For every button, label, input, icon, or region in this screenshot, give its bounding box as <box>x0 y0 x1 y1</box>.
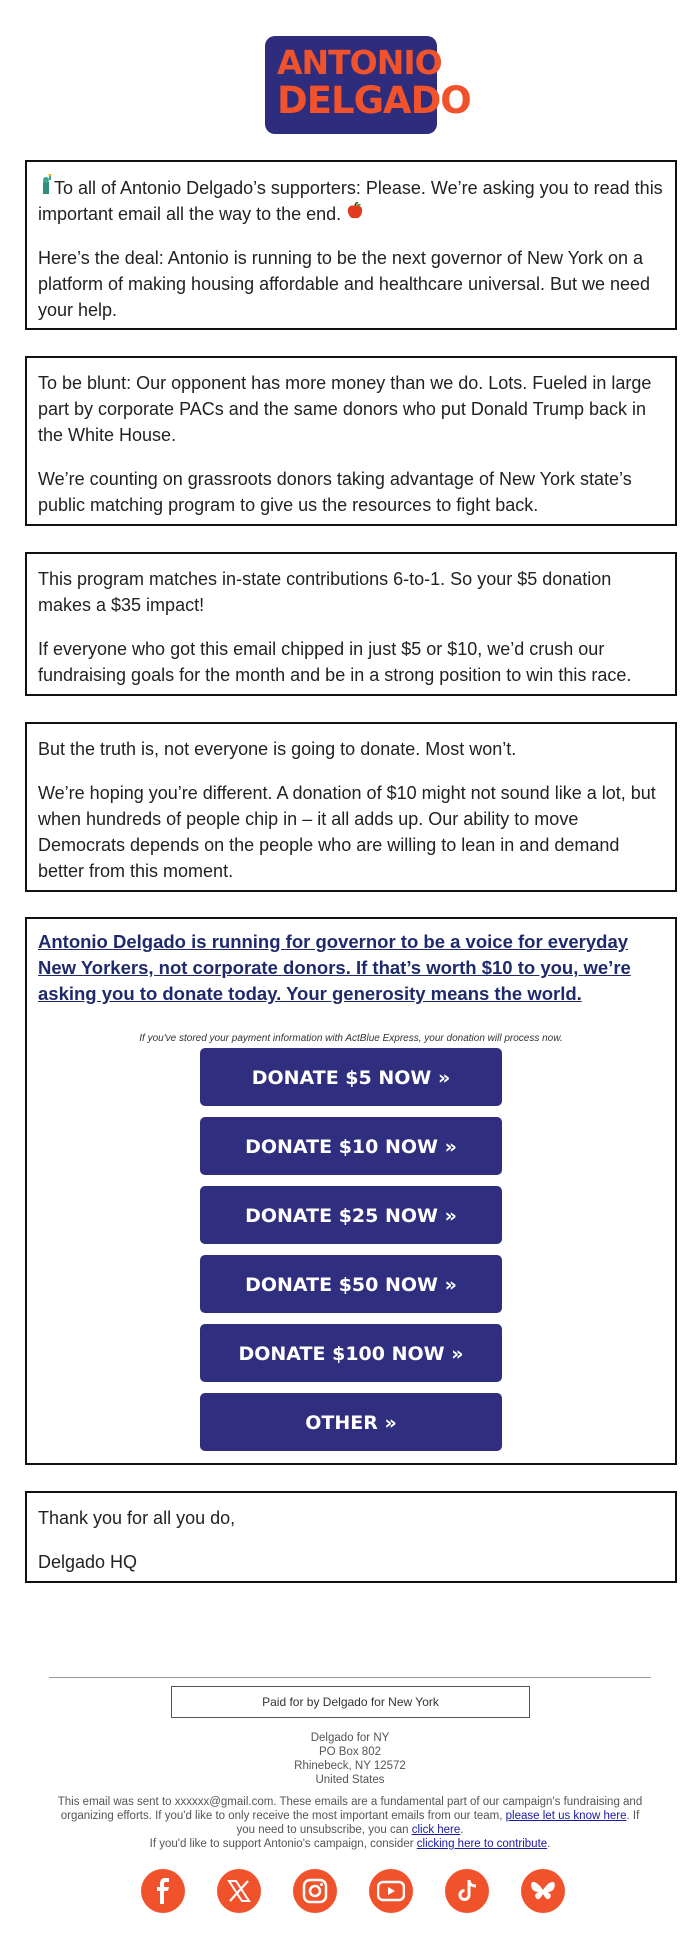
logo-for: FOR <box>445 46 472 59</box>
bluesky-icon[interactable] <box>521 1869 565 1913</box>
appeal-box <box>25 722 677 892</box>
matching-paragraph-1: This program matches in-state contributions 6-to-1. So your $5 donation makes a $35 impact! <box>38 569 612 615</box>
intro-box <box>25 160 677 330</box>
x-icon[interactable] <box>217 1869 261 1913</box>
logo-last-name: DELGADO <box>277 79 471 122</box>
tiktok-icon[interactable] <box>445 1869 489 1913</box>
matching-paragraph-2: If everyone who got this email chipped in just $5 or $10, we’d crush our fundraising goals for the month and be in a strong position to win this race. <box>38 639 632 685</box>
opponent-box <box>25 356 677 526</box>
closing-box <box>25 1491 677 1583</box>
instagram-icon[interactable] <box>293 1869 337 1913</box>
campaign-logo <box>265 36 481 134</box>
donate-cta-link[interactable]: Antonio Delgado is running for governor to be a voice for everyday New Yorkers, not corporate donors. If that’s worth $10 to you, we’re asking you to donate today. Your generosity means the world. <box>38 931 631 1004</box>
opponent-paragraph-2: We’re counting on grassroots donors taking advantage of New York state’s public matching program to give us the resources to fight back. <box>38 469 632 515</box>
mailing-address: Delgado for NY PO Box 802 Rhinebeck, NY 12572 United States <box>294 1732 406 1786</box>
paid-for-disclaimer: Paid for by Delgado for New York <box>171 1686 530 1718</box>
appeal-paragraph-2: We’re hoping you’re different. A donation of $10 might not sound like a lot, but when hundreds of people chip in – it all adds up. Our ability to move Democrats depends on the people who are willing to lean in and demand better from this moment. <box>38 783 656 881</box>
footer-fine-print: This email was sent to xxxxxx@gmail.com. These emails are a fundamental part of our campaign's fundraising and organizing efforts. If you'd like to only receive the most important emails from our team, please let us know here. If you need to unsubscribe, you can click here. If you'd like to support Antonio's campaign, consider clicking here to contribute. <box>57 1796 643 1850</box>
opponent-paragraph-1: To be blunt: Our opponent has more money than we do. Lots. Fueled in large part by corporate PACs and the same donors who put Donald Trump back in the White House. <box>38 373 652 445</box>
closing-thanks: Thank you for all you do, <box>38 1508 236 1528</box>
statue-of-liberty-icon <box>38 174 54 201</box>
intro-paragraph-2: Here’s the deal: Antonio is running to be the next governor of New York on a platform of making housing affordable and healthcare universal. But we need your help. <box>38 248 651 320</box>
contribute-link[interactable]: clicking here to contribute <box>416 1838 548 1850</box>
logo-first-name: ANTONIO <box>277 43 442 82</box>
footer-divider <box>49 1677 651 1678</box>
preferences-link[interactable]: please let us know here <box>505 1810 627 1822</box>
appeal-paragraph-1: But the truth is, not everyone is going to donate. Most won’t. <box>38 739 517 759</box>
unsubscribe-link[interactable]: click here <box>411 1824 461 1836</box>
intro-paragraph-1: To all of Antonio Delgado’s supporters: Please. We’re asking you to read this important email all the way to the end. <box>38 178 663 224</box>
donate-box <box>25 917 677 1465</box>
donate-100-button[interactable]: DONATE $100 NOW » <box>200 1324 502 1382</box>
logo-ny: NY <box>445 56 481 81</box>
closing-signature: Delgado HQ <box>38 1552 138 1572</box>
donate-50-button[interactable]: DONATE $50 NOW » <box>200 1255 502 1313</box>
apple-icon <box>346 201 364 227</box>
donate-other-button[interactable]: OTHER » <box>200 1393 502 1451</box>
donate-5-button[interactable]: DONATE $5 NOW » <box>200 1048 502 1106</box>
matching-box <box>25 552 677 696</box>
facebook-icon[interactable] <box>141 1869 185 1913</box>
donate-10-button[interactable]: DONATE $10 NOW » <box>200 1117 502 1175</box>
youtube-icon[interactable] <box>369 1869 413 1913</box>
donate-25-button[interactable]: DONATE $25 NOW » <box>200 1186 502 1244</box>
actblue-note: If you've stored your payment information with ActBlue Express, your donation will process now. <box>139 1033 563 1044</box>
